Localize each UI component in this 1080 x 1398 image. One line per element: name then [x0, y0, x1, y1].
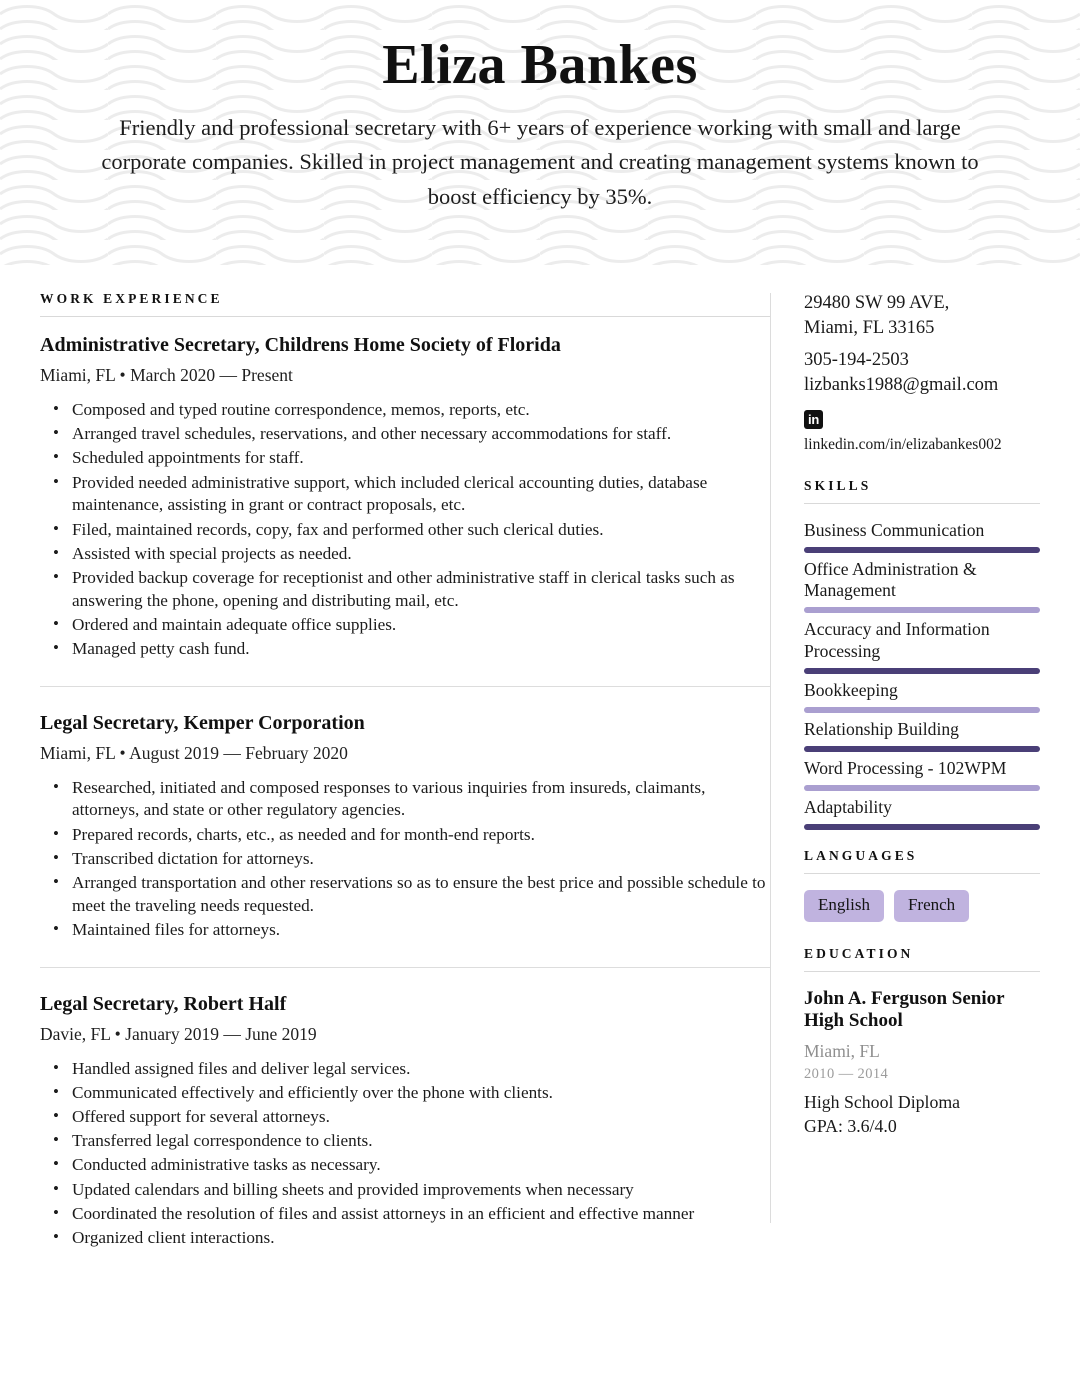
job-separator — [40, 686, 770, 687]
resume-header — [0, 0, 1080, 265]
job-bullet: • Assisted with special projects as needed. — [72, 543, 770, 566]
job-bullet: • Offered support for several attorneys. — [72, 1106, 770, 1129]
job-bullet: • Arranged travel schedules, reservations, and other necessary accommodations for staff. — [72, 423, 770, 446]
education-years: 2010 — 2014 — [804, 1065, 889, 1082]
skill-item — [804, 797, 1040, 830]
education-degree: High School Diploma — [804, 1092, 961, 1113]
job-bullet: • Organized client interactions. — [72, 1227, 770, 1250]
job-meta: Davie, FL • January 2019 — June 2019 — [40, 1023, 317, 1044]
job-title: Legal Secretary, Robert Half — [40, 992, 287, 1015]
skill-level-bar — [804, 707, 1040, 713]
section-rule-skills — [804, 503, 1040, 504]
phone-number[interactable]: 305-194-2503 — [804, 350, 909, 371]
section-title-education: EDUCATION — [804, 946, 914, 962]
job-bullet: • Researched, initiated and composed responses to various inquiries from insureds, claimants, attorneys, and state or other regulatory agencies. — [72, 777, 770, 822]
job-bullet: • Ordered and maintain adequate office supplies. — [72, 614, 770, 637]
job-bullet: • Composed and typed routine correspondence, memos, reports, etc. — [72, 399, 770, 422]
page-title: Eliza Bankes — [382, 34, 698, 96]
job-bullet: • Handled assigned files and deliver legal services. — [72, 1058, 770, 1081]
skill-level-bar — [804, 785, 1040, 791]
address-line-1: 29480 SW 99 AVE, — [804, 293, 950, 313]
job-bullet: • Coordinated the resolution of files and assist attorneys in an efficient and effective manner — [72, 1203, 770, 1226]
skill-name: Relationship Building — [804, 719, 959, 740]
skill-level-bar — [804, 607, 1040, 613]
skill-level-bar — [804, 746, 1040, 752]
job-title: Administrative Secretary, Childrens Home Society of Florida — [40, 334, 561, 356]
job-bullet: • Scheduled appointments for staff. — [72, 447, 770, 470]
education-school: John A. Ferguson Senior High School — [804, 988, 1005, 1032]
job-title: Legal Secretary, Kemper Corporation — [40, 711, 365, 734]
skill-name: Accuracy and Information Processing — [804, 619, 990, 662]
job-bullet: • Filed, maintained records, copy, fax and performed other such clerical duties. — [72, 519, 770, 542]
education-gpa: GPA: 3.6/4.0 — [804, 1116, 897, 1137]
job-bullet: • Transcribed dictation for attorneys. — [72, 848, 770, 871]
job-bullet-list — [40, 399, 770, 661]
skill-level-bar — [804, 824, 1040, 830]
linkedin-icon[interactable]: in — [804, 410, 823, 429]
job-entry — [40, 333, 770, 661]
skill-item — [804, 680, 1040, 713]
skill-item — [804, 719, 1040, 752]
main-column — [0, 291, 770, 1254]
job-meta: Miami, FL • August 2019 — February 2020 — [40, 742, 348, 763]
linkedin-url[interactable]: linkedin.com/in/elizabankes002 — [804, 436, 1002, 454]
header-inner — [0, 0, 1080, 214]
job-bullet: • Updated calendars and billing sheets and provided improvements when necessary — [72, 1179, 770, 1202]
profile-summary: Friendly and professional secretary with 6+ years of experience working with small and large corporate companies. Skilled in project management and creating management systems known to boost efficiency by 35%. — [101, 114, 979, 209]
section-rule-education — [804, 971, 1040, 972]
spacer — [804, 340, 1040, 348]
section-title-skills: SKILLS — [804, 477, 872, 493]
job-bullet: • Prepared records, charts, etc., as needed and for month-end reports. — [72, 824, 770, 847]
section-title-languages: LANGUAGES — [804, 848, 918, 864]
work-experience-list — [40, 333, 770, 1250]
job-meta: Miami, FL • March 2020 — Present — [40, 365, 293, 385]
resume-body — [0, 265, 1080, 1254]
address-line-2: Miami, FL 33165 — [804, 317, 935, 338]
job-bullet: • Communicated effectively and efficiently over the phone with clients. — [72, 1082, 770, 1105]
skills-list — [804, 520, 1040, 831]
skill-item — [804, 520, 1040, 553]
email-address[interactable]: lizbanks1988@gmail.com — [804, 374, 999, 395]
skill-name: Word Processing - 102WPM — [804, 758, 1007, 779]
skill-name: Business Communication — [804, 519, 985, 540]
section-rule-languages — [804, 873, 1040, 874]
language-tag: English — [804, 890, 884, 922]
skill-level-bar — [804, 668, 1040, 674]
skill-item — [804, 619, 1040, 674]
job-bullet-list — [40, 777, 770, 942]
languages-list — [804, 890, 1040, 922]
skill-level-bar — [804, 547, 1040, 553]
language-tag: French — [894, 890, 969, 922]
job-entry — [40, 711, 770, 942]
job-separator — [40, 967, 770, 968]
job-bullet: • Arranged transportation and other reservations so as to ensure the best price and possible schedule to meet the traveling needs requested. — [72, 872, 770, 917]
job-bullet-list — [40, 1058, 770, 1250]
job-bullet: • Provided needed administrative support, which included clerical accounting duties, database maintenance, assisting in grant or contract proposals, etc. — [72, 472, 770, 517]
skill-name: Bookkeeping — [804, 680, 898, 701]
skill-item — [804, 559, 1040, 614]
job-entry — [40, 992, 770, 1250]
education-entry — [804, 988, 1040, 1138]
section-title-work-experience: WORK EXPERIENCE — [40, 291, 223, 306]
section-rule — [40, 316, 770, 317]
job-bullet: • Provided backup coverage for receptionist and other administrative staff in clerical tasks such as answering the phone, opening and distributing mail, etc. — [72, 567, 770, 612]
sidebar-column — [771, 291, 1040, 1139]
education-location: Miami, FL — [804, 1040, 880, 1061]
job-bullet: • Conducted administrative tasks as necessary. — [72, 1154, 770, 1177]
job-bullet: • Transferred legal correspondence to clients. — [72, 1130, 770, 1153]
contact-block — [804, 291, 1040, 456]
skill-item — [804, 758, 1040, 791]
job-bullet: • Maintained files for attorneys. — [72, 919, 770, 942]
skill-name: Office Administration & Management — [804, 558, 977, 601]
skill-name: Adaptability — [804, 797, 892, 818]
job-bullet: • Managed petty cash fund. — [72, 638, 770, 661]
